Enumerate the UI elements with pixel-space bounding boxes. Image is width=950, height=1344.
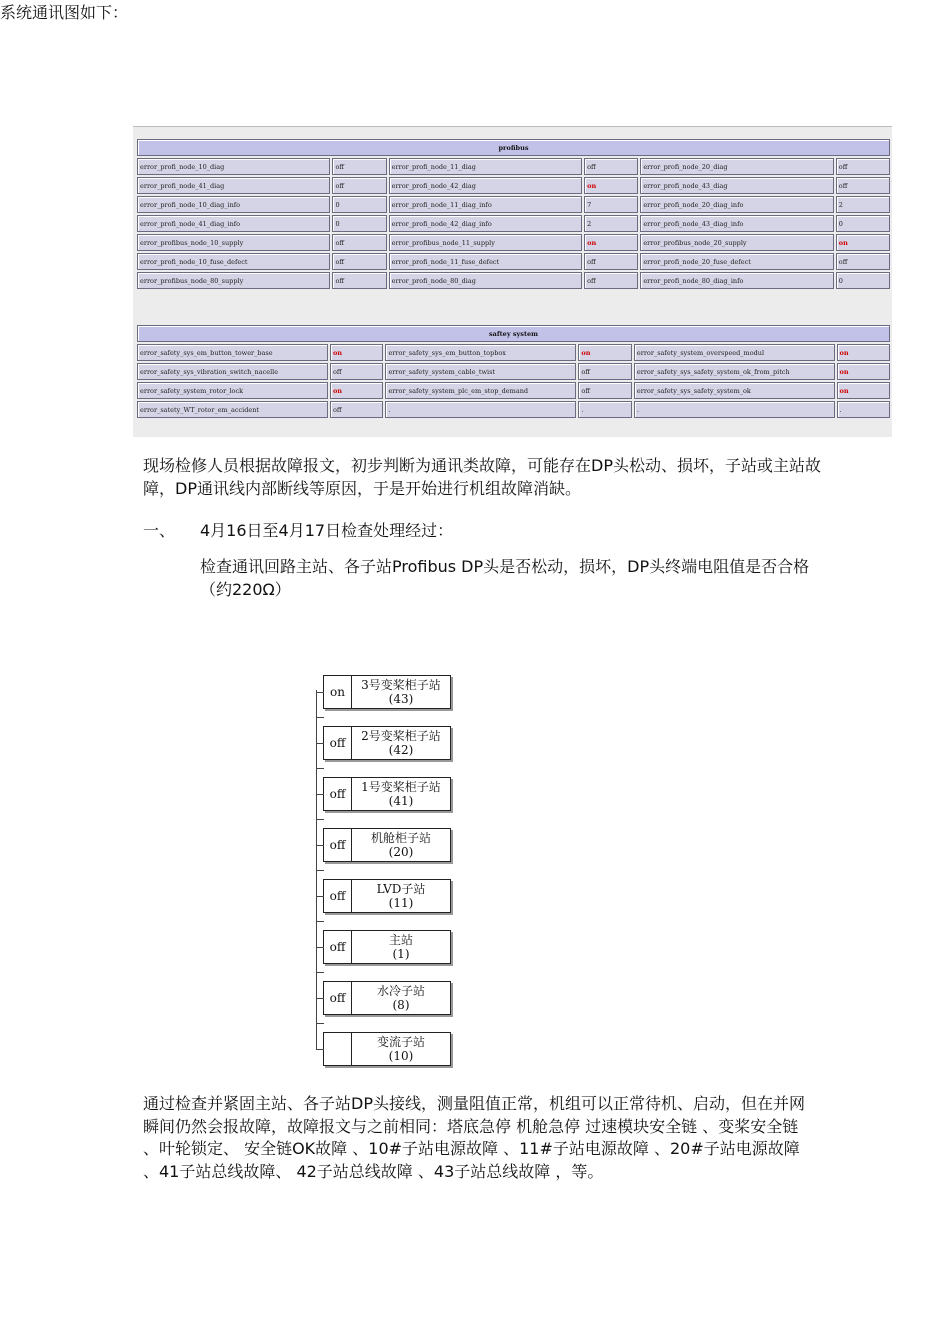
safety-signal-name: error_safety_sys_vibration_switch_nacelle bbox=[137, 363, 328, 380]
safety-signal-value: off bbox=[578, 363, 631, 380]
profibus-signal-value: 2 bbox=[584, 215, 638, 232]
safety-signal-value: on bbox=[837, 344, 891, 361]
paragraph-diagram-intro: 系统通讯图如下： bbox=[0, 3, 129, 22]
safety-signal-name: error_safety_system_cable_twist bbox=[385, 363, 576, 380]
profibus-signal-name: error_profi_node_20_fuse_defect bbox=[640, 253, 833, 270]
safety-signal-value: on bbox=[837, 363, 891, 380]
step-number: 一、 bbox=[143, 521, 176, 540]
safety-system-table bbox=[135, 323, 892, 420]
safety-signal-name: error_safety_sys_em_button_topbox bbox=[385, 344, 576, 361]
profibus-signal-name: error_profi_node_20_diag bbox=[640, 158, 833, 175]
station-box bbox=[323, 879, 451, 913]
profibus-signal-value: 0 bbox=[836, 215, 890, 232]
station-number: (1) bbox=[392, 947, 410, 961]
station-state: off bbox=[324, 931, 352, 963]
safety-signal-name: . bbox=[634, 401, 835, 418]
safety-signal-value: off bbox=[578, 382, 631, 399]
profibus-signal-value: on bbox=[836, 234, 890, 251]
station-box bbox=[323, 675, 451, 709]
station-box bbox=[323, 726, 451, 760]
safety-system-header: saftey system bbox=[137, 325, 890, 342]
profibus-signal-name: error_profi_node_20_diag_info bbox=[640, 196, 833, 213]
station-name: 1号变桨柜子站 bbox=[361, 780, 441, 794]
station-number: (20) bbox=[388, 845, 414, 859]
station-number: (11) bbox=[388, 896, 414, 910]
profibus-signal-value: 0 bbox=[332, 196, 386, 213]
station-number: (10) bbox=[388, 1049, 414, 1063]
station-label bbox=[352, 880, 450, 912]
profibus-signal-name: error_profi_node_42_diag bbox=[389, 177, 582, 194]
profibus-signal-value: on bbox=[584, 177, 638, 194]
safety-signal-name: . bbox=[385, 401, 576, 418]
station-name: 变流子站 bbox=[376, 1035, 425, 1049]
profibus-signal-value: off bbox=[836, 158, 890, 175]
station-state: off bbox=[324, 829, 352, 861]
bus-connector bbox=[316, 870, 324, 871]
bus-connector bbox=[316, 717, 324, 718]
profibus-signal-name: error_profi_node_42_diag_info bbox=[389, 215, 582, 232]
profibus-signal-value: off bbox=[584, 158, 638, 175]
station-state: on bbox=[324, 676, 352, 708]
safety-signal-name: error_safety_system_rotor_lock bbox=[137, 382, 328, 399]
profibus-signal-value: off bbox=[332, 177, 386, 194]
bus-connector bbox=[316, 896, 324, 897]
station-number: (42) bbox=[388, 743, 414, 757]
diagnostic-screenshot bbox=[133, 126, 892, 437]
station-number: (43) bbox=[388, 692, 414, 706]
station-label bbox=[352, 676, 450, 708]
bus-connector bbox=[316, 1049, 324, 1050]
safety-signal-name: error_satety_WT_rotor_em_accident bbox=[137, 401, 328, 418]
profibus-signal-value: off bbox=[332, 234, 386, 251]
safety-signal-name: error_safety_system_overspeed_modul bbox=[634, 344, 835, 361]
profibus-signal-name: error_profibus_node_10_supply bbox=[137, 234, 330, 251]
profibus-signal-value: off bbox=[332, 272, 386, 289]
profibus-signal-value: 0 bbox=[836, 272, 890, 289]
bus-connector bbox=[316, 794, 324, 795]
bus-connector bbox=[316, 845, 324, 846]
profibus-row bbox=[137, 234, 890, 251]
profibus-signal-name: error_profi_node_43_diag_info bbox=[640, 215, 833, 232]
safety-signal-value: off bbox=[330, 401, 383, 418]
profibus-signal-value: off bbox=[584, 253, 638, 270]
bus-connector bbox=[316, 998, 324, 999]
safety-signal-value: on bbox=[837, 382, 891, 399]
profibus-signal-name: error_profi_node_43_diag bbox=[640, 177, 833, 194]
station-state: off bbox=[324, 982, 352, 1014]
safety-row bbox=[137, 382, 890, 399]
station-name: 机舱柜子站 bbox=[370, 831, 431, 845]
station-box bbox=[323, 828, 451, 862]
station-label bbox=[352, 1033, 450, 1065]
profibus-signal-value: 2 bbox=[836, 196, 890, 213]
station-name: 2号变桨柜子站 bbox=[361, 729, 441, 743]
profibus-row bbox=[137, 215, 890, 232]
profibus-signal-name: error_profi_node_11_diag bbox=[389, 158, 582, 175]
profibus-signal-value: off bbox=[836, 177, 890, 194]
station-label bbox=[352, 727, 450, 759]
paragraph-check-dp: 检查通讯回路主站、各子站Profibus DP头是否松动，损坏，DP头终端电阻值是否合格（约220Ω） bbox=[200, 557, 810, 599]
station-state: off bbox=[324, 880, 352, 912]
safety-signal-name: error_safety_sys_safety_system_ok bbox=[634, 382, 835, 399]
profibus-signal-value: off bbox=[332, 158, 386, 175]
safety-signal-name: error_safety_sys_em_button_tower_base bbox=[137, 344, 328, 361]
bus-connector bbox=[316, 743, 324, 744]
station-state: off bbox=[324, 778, 352, 810]
station-label bbox=[352, 931, 450, 963]
bus-connector bbox=[316, 921, 324, 922]
profibus-row bbox=[137, 272, 890, 289]
bus-connector bbox=[316, 819, 324, 820]
profibus-signal-name: error_profibus_node_80_supply bbox=[137, 272, 330, 289]
profibus-signal-name: error_profi_node_80_diag_info bbox=[640, 272, 833, 289]
station-number: (8) bbox=[392, 998, 410, 1012]
bus-connector bbox=[316, 947, 324, 948]
profibus-signal-name: error_profi_node_41_diag bbox=[137, 177, 330, 194]
station-name: LVD子站 bbox=[376, 882, 426, 896]
station-name: 水冷子站 bbox=[376, 984, 425, 998]
profibus-signal-name: error_profi_node_10_fuse_defect bbox=[137, 253, 330, 270]
profibus-signal-name: error_profi_node_10_diag_info bbox=[137, 196, 330, 213]
bus-connector bbox=[316, 972, 324, 973]
profibus-signal-name: error_profibus_node_20_supply bbox=[640, 234, 833, 251]
station-state bbox=[324, 1033, 352, 1065]
profibus-signal-name: error_profi_node_11_diag_info bbox=[389, 196, 582, 213]
profibus-row bbox=[137, 158, 890, 175]
bus-connector bbox=[316, 768, 324, 769]
profibus-signal-value: off bbox=[836, 253, 890, 270]
profibus-signal-name: error_profi_node_80_diag bbox=[389, 272, 582, 289]
profibus-row bbox=[137, 177, 890, 194]
station-box bbox=[323, 930, 451, 964]
profibus-signal-name: error_profi_node_11_fuse_defect bbox=[389, 253, 582, 270]
station-box bbox=[323, 981, 451, 1015]
station-name: 主站 bbox=[388, 933, 413, 947]
safety-signal-value: . bbox=[578, 401, 631, 418]
safety-signal-value: on bbox=[330, 382, 383, 399]
step-title: 4月16日至4月17日检查处理经过： bbox=[200, 521, 454, 540]
station-label bbox=[352, 982, 450, 1014]
station-label bbox=[352, 778, 450, 810]
station-box bbox=[323, 1032, 451, 1066]
station-label bbox=[352, 829, 450, 861]
station-name: 3号变桨柜子站 bbox=[361, 678, 441, 692]
profibus-header: profibus bbox=[137, 139, 890, 156]
safety-row bbox=[137, 363, 890, 380]
safety-row bbox=[137, 344, 890, 361]
station-number: (41) bbox=[388, 794, 414, 808]
safety-signal-value: . bbox=[837, 401, 891, 418]
profibus-signal-value: 0 bbox=[332, 215, 386, 232]
profibus-signal-name: error_profi_node_10_diag bbox=[137, 158, 330, 175]
safety-signal-value: on bbox=[578, 344, 631, 361]
safety-signal-value: off bbox=[330, 363, 383, 380]
profibus-table bbox=[135, 137, 892, 291]
paragraph-result: 通过检查并紧固主站、各子站DP头接线，测量阻值正常，机组可以正常待机、启动，但在并网瞬间仍然会报故障，故障报文与之前相同：塔底急停 机舱急停 过速模块安全链 、变桨安全链 、叶轮锁定、 安全链OK故障 、10#子站电源故障 、11#子站电源故障 、20#子站电源故障 、41子站总线故障、 42子站总线故障 、43子站总线故障 ，等。 bbox=[143, 1094, 805, 1181]
station-box bbox=[323, 777, 451, 811]
profibus-row bbox=[137, 196, 890, 213]
bus-connector bbox=[316, 1023, 324, 1024]
profibus-signal-name: error_profi_node_41_diag_info bbox=[137, 215, 330, 232]
profibus-signal-value: off bbox=[332, 253, 386, 270]
profibus-signal-value: off bbox=[584, 272, 638, 289]
profibus-signal-name: error_profibus_node_11_supply bbox=[389, 234, 582, 251]
profibus-signal-value: on bbox=[584, 234, 638, 251]
station-state: off bbox=[324, 727, 352, 759]
bus-connector bbox=[316, 692, 324, 693]
paragraph-diagnosis: 现场检修人员根据故障报文，初步判断为通讯类故障，可能存在DP头松动、损坏，子站或主站故障，DP通讯线内部断线等原因，于是开始进行机组故障消缺。 bbox=[143, 456, 821, 498]
profibus-row bbox=[137, 253, 890, 270]
profibus-signal-value: 7 bbox=[584, 196, 638, 213]
safety-signal-name: error_safety_system_plc_em_stop_demand bbox=[385, 382, 576, 399]
safety-row bbox=[137, 401, 890, 418]
safety-signal-name: error_safety_sys_safety_system_ok_from_pitch bbox=[634, 363, 835, 380]
safety-signal-value: on bbox=[330, 344, 383, 361]
